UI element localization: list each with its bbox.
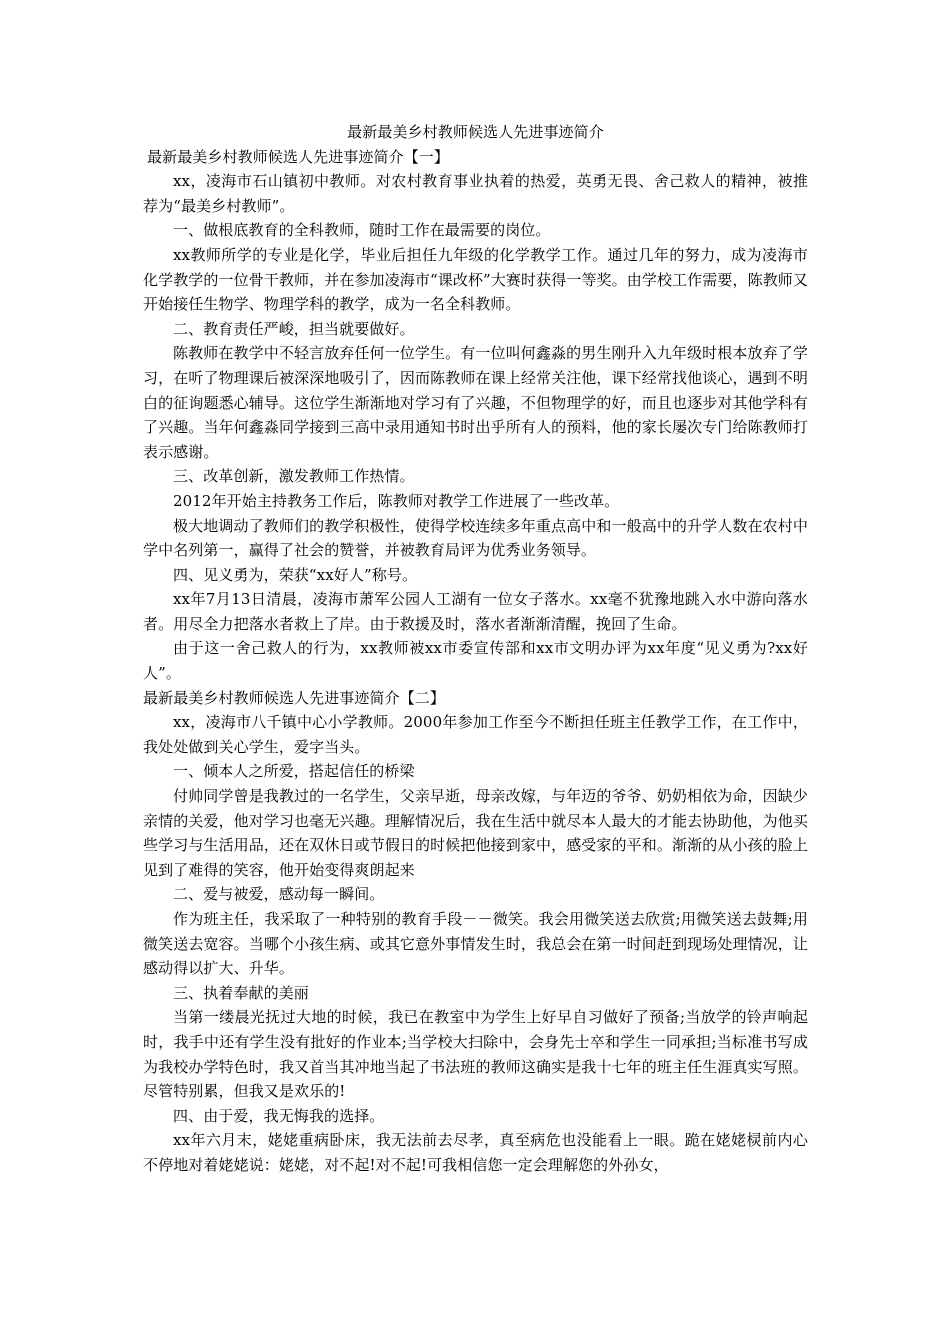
paragraph: xx，凌海市石山镇初中教师。对农村教育事业执着的热爱，英勇无畏、舍己救人的精神，被推荐为“最美乡村教师”。 [143,172,808,215]
document-body [143,145,808,1178]
paragraph: 一、倾本人之所爱，搭起信任的桥梁 [173,762,415,781]
paragraph: 三、执着奉献的美丽 [173,983,309,1002]
paragraph: 四、由于爱，我无悔我的选择。 [173,1106,385,1125]
paragraph: 一、做根底教育的全科教师，随时工作在最需要的岗位。 [173,221,551,240]
paragraph: xx教师所学的专业是化学，毕业后担任九年级的化学教学工作。通过几年的努力，成为凌海市化学教学的一位骨干教师，并在参加凌海市“课改杯”大赛时获得一等奖。由学校工作需要，陈教师又开始接任生物学、物理学科的教学，成为一名全科教师。 [143,245,808,314]
paragraph: 二、爱与被爱，感动每一瞬间。 [173,885,385,904]
paragraph: 付帅同学曾是我教过的一名学生，父亲早逝，母亲改嫁，与年迈的爷爷、奶奶相依为命，因缺少亲情的关爱，他对学习也毫无兴趣。理解情况后，我在生活中就尽本人最大的才能去协助他，为他买些学习与生活用品，还在双休日或节假日的时候把他接到家中，感受家的平和。渐渐的从小孩的脸上见到了难得的笑容，他开始变得爽朗起来 [143,787,808,879]
paragraph: 作为班主任，我采取了一种特别的教育手段－－微笑。我会用微笑送去欣赏;用微笑送去鼓舞;用微笑送去宽容。当哪个小孩生病、或其它意外事情发生时，我总会在第一时间赶到现场处理情况，让感动得以扩大、升华。 [143,910,808,978]
paragraph: xx年六月末，姥姥重病卧床，我无法前去尽孝，真至病危也没能看上一眼。跪在姥姥棂前内心不停地对着姥姥说：姥姥，对不起!对不起!可我相信您一定会理解您的外孙女， [143,1131,808,1174]
paragraph: 三、改革创新，激发教师工作热情。 [173,467,415,486]
paragraph: 当第一缕晨光抚过大地的时候，我已在教室中为学生上好早自习做好了预备;当放学的铃声响起时，我手中还有学生没有批好的作业本;当学校大扫除中，会身先士卒和学生一同承担;当标准书写成为我校办学特色时，我又首当其冲地当起了书法班的教师这确实是我十七年的班主任生涯真实写照。尽管特别累，但我又是欢乐的! [143,1008,808,1101]
document-page [143,120,808,1178]
paragraph: xx年7月13日清晨，凌海市萧军公园人工湖有一位女子落水。xx毫不犹豫地跳入水中游向落水者。用尽全力把落水者救上了岸。由于救援及时，落水者渐渐清醒，挽回了生命。 [143,590,808,633]
paragraph: 陈教师在教学中不轻言放弃任何一位学生。有一位叫何鑫淼的男生刚升入九年级时根本放弃了学习，在听了物理课后被深深地吸引了，因而陈教师在课上经常关注他，课下经常找他谈心，遇到不明白的征询题悉心辅导。这位学生渐渐地对学习有了兴趣，不但物理学的好，而且也逐步对其他学科有了兴趣。当年何鑫淼同学接到三高中录用通知书时出乎所有人的预料，他的家长屡次专门给陈教师打表示感谢。 [143,344,808,461]
section-heading: 最新最美乡村教师候选人先进事迹简介【一】 [147,147,450,166]
paragraph: 2012年开始主持教务工作后，陈教师对教学工作进展了一些改革。 [173,491,620,510]
paragraph: xx，凌海市八千镇中心小学教师。2000年参加工作至今不断担任班主任教学工作，在工作中，我处处做到关心学生，爱字当头。 [143,713,808,756]
document-title: 最新最美乡村教师候选人先进事迹简介 [347,123,604,141]
paragraph: 由于这一舍己救人的行为，xx教师被xx市委宣传部和xx市文明办评为xx年度“见义勇为?xx好人”。 [143,639,808,683]
paragraph: 二、教育责任严峻，担当就要做好。 [173,319,415,338]
section-heading: 最新最美乡村教师候选人先进事迹简介【二】 [143,688,446,707]
paragraph: 四、见义勇为，荣获“xx好人”称号。 [173,565,418,584]
paragraph: 极大地调动了教师们的教学积极性，使得学校连续多年重点高中和一般高中的升学人数在农村中学中名列第一，赢得了社会的赞誉，并被教育局评为优秀业务领导。 [143,516,808,560]
